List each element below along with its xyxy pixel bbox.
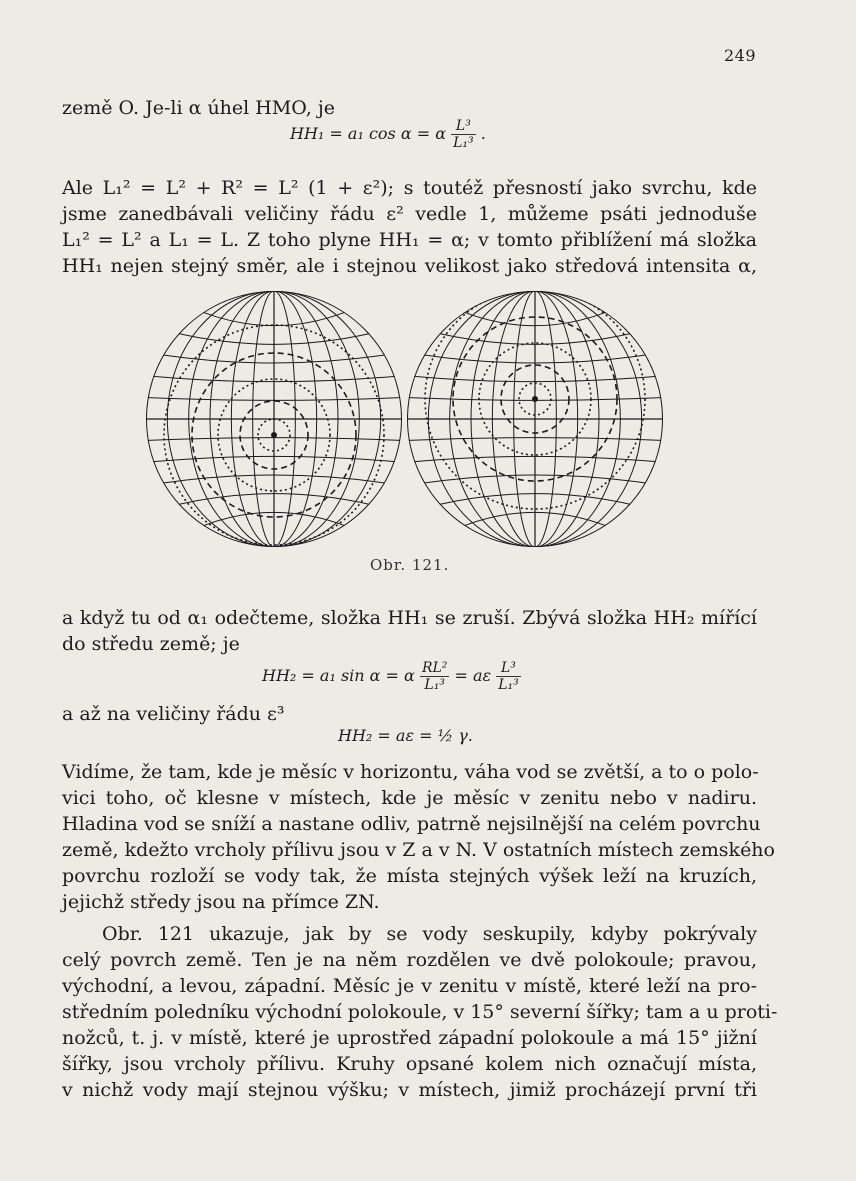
page-number: 249 <box>724 46 757 65</box>
equation-tail: . <box>480 124 486 143</box>
equation-hh2 <box>262 660 521 693</box>
equation-lhs: HH₂ = a₁ sin α = α <box>262 666 415 685</box>
denominator: L₁³ <box>498 677 519 693</box>
text-line: do středu země; je <box>62 633 240 655</box>
text-line: a když tu od α₁ odečteme, složka HH₁ se zruší. Zbývá složka HH₂ mířící <box>62 607 757 629</box>
text-line: východní, a levou, západní. Měsíc je v zenitu v místě, které leží na pro- <box>62 975 757 997</box>
text-line: nožců, t. j. v místě, které je uprostřed západní polokoule a má 15° jižní <box>62 1027 757 1049</box>
fraction <box>420 660 449 693</box>
numerator: L³ <box>496 660 521 677</box>
text-line: země, kdežto vrcholy přílivu jsou v Z a v N. V ostatních místech zemského <box>62 839 775 861</box>
text-line: Vidíme, že tam, kde je měsíc v horizontu, váha vod se zvětší, a to o polo- <box>62 761 759 783</box>
text-line: vici toho, oč klesne v místech, kde je měsíc v zenitu nebo v nadiru. <box>62 787 757 809</box>
numerator: RL² <box>421 660 448 676</box>
fraction <box>451 118 476 151</box>
text-line: v nichž vody mají stejnou výšku; v místech, jimiž procházejí první tři <box>62 1079 757 1101</box>
tide-centre-dot <box>532 396 538 402</box>
west-hemisphere <box>146 291 402 547</box>
equation-mid: = aε <box>454 666 492 685</box>
text-line: šířky, jsou vrcholy přílivu. Kruhy opsané kolem nich označují místa, <box>62 1053 757 1075</box>
text-line: a až na veličiny řádu ε³ <box>62 703 285 725</box>
text-line: L₁² = L² a L₁ = L. Z toho plyne HH₁ = α; v tomto přiblížení má složka <box>62 229 757 251</box>
text-line: Hladina vod se sníží a nastane odliv, patrně nejsilnější na celém povrchu <box>62 813 761 835</box>
text-line: povrchu rozloží se vody tak, že místa stejných výšek leží na kruzích, <box>62 865 757 887</box>
text-line: Ale L₁² = L² + R² = L² (1 + ε²); s toutéž přesností jako svrchu, kde <box>62 177 757 199</box>
text-line: země O. Je-li α úhel HMO, je <box>62 97 335 119</box>
hemispheres-figure <box>142 287 676 551</box>
fraction <box>496 660 521 693</box>
equation-lhs: HH₁ = a₁ cos α = α <box>290 124 447 143</box>
denominator: L₁³ <box>424 677 445 693</box>
text-line: Obr. 121 ukazuje, jak by se vody seskupily, kdyby pokrývaly <box>102 923 757 945</box>
equation-hh2-short: HH₂ = aε = ½ γ. <box>338 726 473 745</box>
tide-centre-dot <box>271 432 277 438</box>
numerator: L³ <box>451 118 476 135</box>
denominator: L₁³ <box>453 135 474 151</box>
text-line: jsme zanedbávali veličiny řádu ε² vedle 1, můžeme psáti jednoduše <box>62 203 757 225</box>
figure-caption: Obr. 121. <box>370 556 450 574</box>
equation-hh1 <box>290 118 486 151</box>
text-line: středním poledníku východní polokoule, v 15° severní šířky; tam a u proti- <box>62 1001 778 1023</box>
text-line: celý povrch země. Ten je na něm rozdělen ve dvě polokoule; pravou, <box>62 949 757 971</box>
text-line: jejichž středy jsou na přímce ZN. <box>62 891 380 913</box>
east-hemisphere <box>407 289 663 547</box>
text-line: HH₁ nejen stejný směr, ale i stejnou velikost jako středová intensita α, <box>62 255 757 277</box>
